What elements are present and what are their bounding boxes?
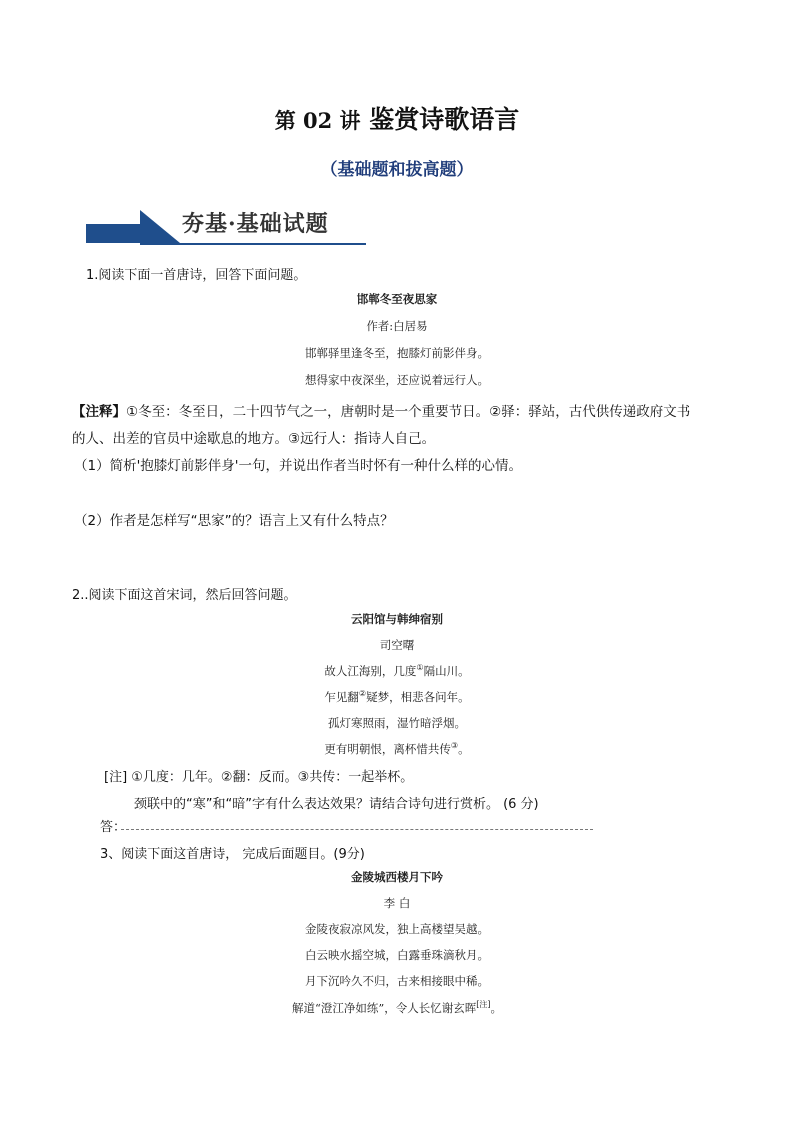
q2-note: [注] ①几度：几年。②翻：反而。③共传：一起举杯。 [104,770,414,785]
q3-poem-line [0,999,794,1016]
answer-line[interactable] [121,829,593,830]
page-title [0,100,794,136]
footnote-marker: ② [358,689,367,699]
banner-wedge [140,210,180,243]
q1-note-line: 的人、出差的官员中途歇息的地方。③远行人：指诗人自己。 [72,431,436,447]
poem-text: 疑梦，相悲各问年。 [366,690,470,704]
banner-underline [140,243,366,245]
q2-author: 司空曙 [379,638,415,652]
poem-text: 更有明朝恨，离杯惜共传 [324,742,451,756]
q2-poem-title: 云阳馆与韩绅宿别 [351,612,443,626]
poem-text: 。 [458,742,470,756]
q3-prompt: 3、阅读下面这首唐诗， 完成后面题目。(9分) [100,847,365,862]
q3-author: 李 白 [383,896,411,910]
q3-poem-line: 月下沉吟久不归，古来相接眼中稀。 [305,974,489,988]
q2-poem-line [0,689,794,705]
note-bracket: 【注释】 [72,404,126,420]
lecture-title: 鉴赏诗歌语言 [369,105,520,134]
q1-prompt: 1.阅读下面一首唐诗，回答下面问题。 [86,268,307,283]
note-text: ①冬至：冬至日，二十四节气之一，唐朝时是一个重要节日。②驿：驿站，古代供传递政府文书 [126,404,691,420]
q3-poem-line: 白云映水摇空城，白露垂珠滴秋月。 [305,948,489,962]
banner-bar [86,224,140,243]
lecture-number: 第 02 讲 [274,108,361,133]
poem-text: 隔山川。 [423,664,470,678]
q2-answer-label: 答： [100,820,127,835]
q2-poem-line: 孤灯寒照雨，湿竹暗浮烟。 [328,716,466,730]
q1-poem-title: 邯郸冬至夜思家 [356,292,438,306]
q2-prompt: 2..阅读下面这首宋词，然后回答问题。 [72,588,297,603]
footnote-marker: ③ [450,741,459,751]
footnote-marker: ① [416,663,424,673]
q3-poem-title: 金陵城西楼月下吟 [351,870,443,884]
section-banner [86,205,366,245]
q1-poem-line: 邯郸驿里逢冬至，抱膝灯前影伴身。 [305,346,489,360]
q3-poem-line: 金陵夜寂凉风发，独上高楼望吴越。 [305,922,489,936]
poem-text: 乍见翻 [324,690,359,704]
section-label: 夯基·基础试题 [182,211,329,237]
q1-note-line [72,400,690,420]
q2-question: 颈联中的“寒”和“暗”字有什么表达效果？请结合诗句进行赏析。 (6 分) [134,797,539,812]
footnote-marker: [注] [476,1000,491,1009]
poem-text: 解道“澄江净如练”，令人长忆谢玄晖 [291,1000,477,1015]
poem-text: 故人江海别，几度 [324,664,417,678]
page-subtitle: （基础题和拔高题） [320,160,474,180]
q1-author: 作者:白居易 [366,319,428,333]
poem-text: 。 [490,1000,502,1015]
q1-poem-line: 想得家中夜深坐，还应说着远行人。 [305,373,489,387]
q2-poem-line [0,663,794,679]
q1-subquestion: （2）作者是怎样写“思家”的？语言上又有什么特点？ [74,513,394,529]
q2-poem-line [0,741,794,757]
q1-subquestion: （1）简析'抱膝灯前影伴身'一句，并说出作者当时怀有一种什么样的心情。 [74,458,523,474]
